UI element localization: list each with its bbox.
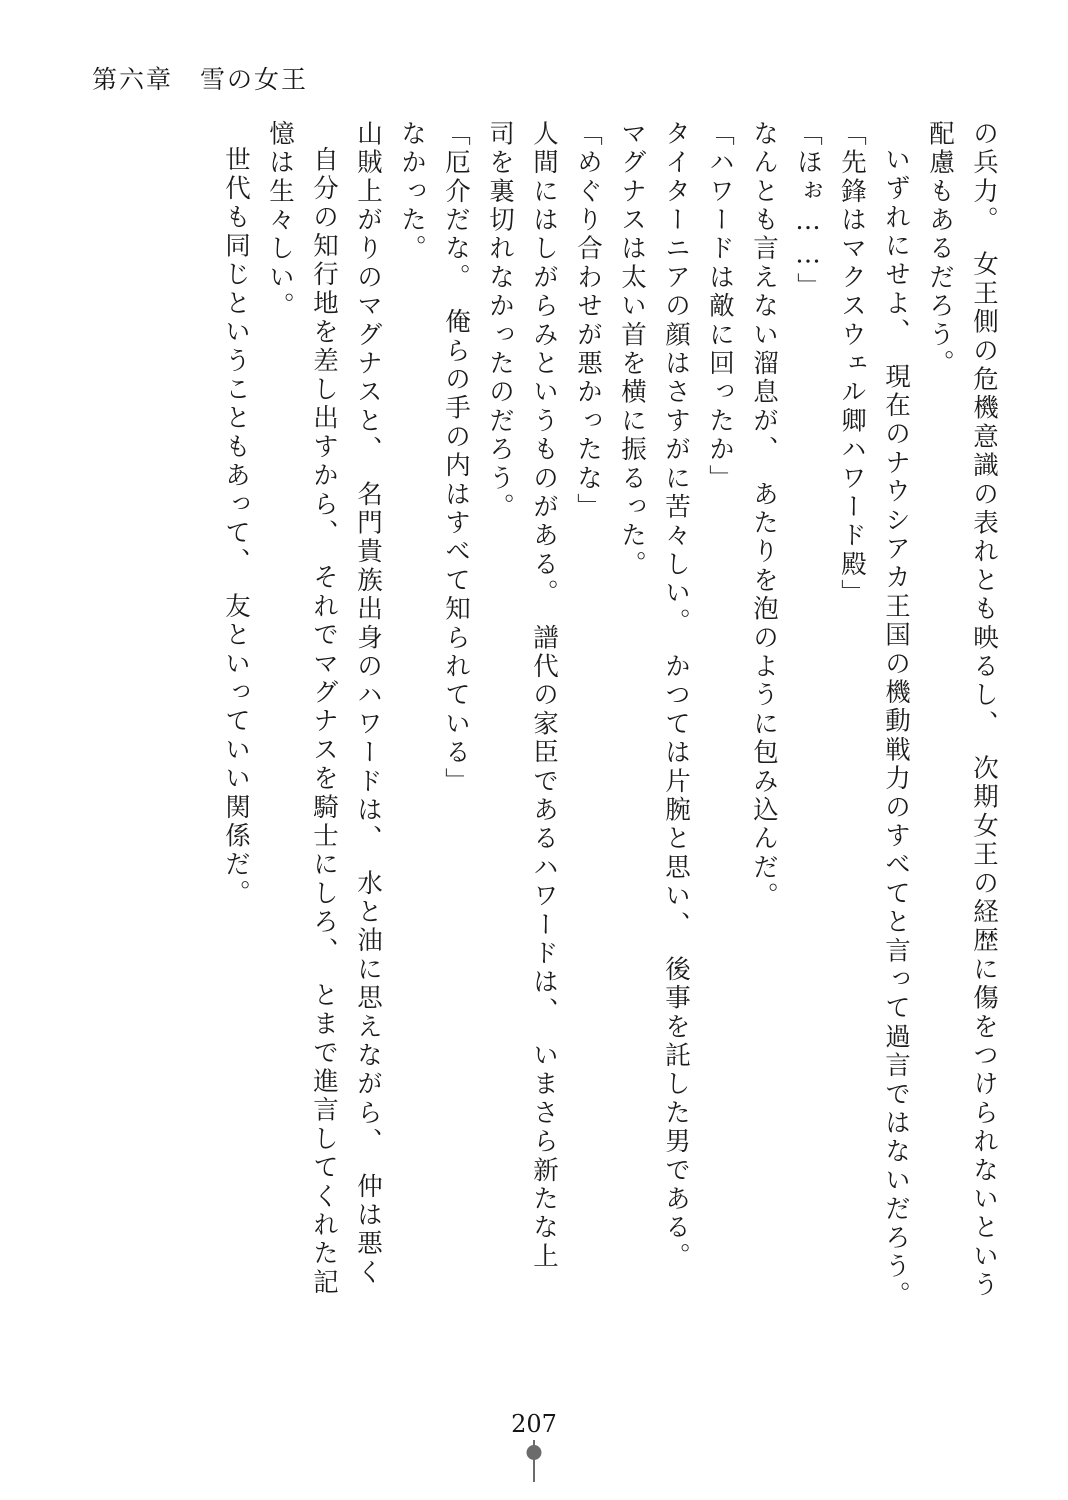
- text-line: 「厄介だな。 俺らの手の内はすべて知られている」: [441, 120, 471, 797]
- text-line: 世代も同じということもあって、 友といっていい関係だ。: [221, 146, 251, 909]
- text-line: 「めぐり合わせが悪かったな」: [573, 120, 603, 522]
- text-line: 人間にはしがらみというものがある。 譜代の家臣であるハワードは、 いまさら新たな上: [529, 120, 559, 1272]
- text-line: なかった。: [397, 120, 427, 264]
- vertical-text-body: [88, 120, 999, 1360]
- text-line: 山賊上がりのマグナスと、 名門貴族出身のハワードは、 水と油に思えながら、 仲は悪く: [353, 120, 383, 1288]
- text-line: 司を裏切れなかったのだろう。: [485, 120, 515, 522]
- text-line: 自分の知行地を差し出すから、 それでマグナスを騎士にしろ、 とまで進言してくれた記: [309, 146, 339, 1298]
- text-line: なんとも言えない溜息が、 あたりを泡のように包み込んだ。: [749, 120, 779, 911]
- text-line: 「ハワードは敵に回ったか」: [705, 120, 735, 494]
- text-line: マグナスは太い首を横に振るった。: [617, 120, 647, 580]
- text-line: いずれにせよ、 現在のナウシアカ王国の機動戦力のすべてと言って過言ではないだろう。: [881, 146, 911, 1310]
- page-number: 207: [511, 1410, 557, 1438]
- text-line: タイターニアの顔はさすがに苦々しい。 かつては片腕と思い、 後事を託した男である。: [661, 120, 691, 1272]
- text-line: 「先鋒はマクスウェル卿ハワード殿」: [837, 120, 867, 608]
- text-line: 配慮もあるだろう。: [925, 120, 955, 379]
- running-head-chapter-title: 第六章 雪の女王: [92, 65, 309, 94]
- text-line: の兵力。 女王側の危機意識の表れとも映るし、 次期女王の経歴に傷をつけられないという: [969, 120, 999, 1300]
- footer-dot-decoration: [527, 1445, 542, 1460]
- text-line: 憶は生々しい。: [265, 120, 295, 321]
- text-line: 「ほぉ……」: [793, 120, 823, 302]
